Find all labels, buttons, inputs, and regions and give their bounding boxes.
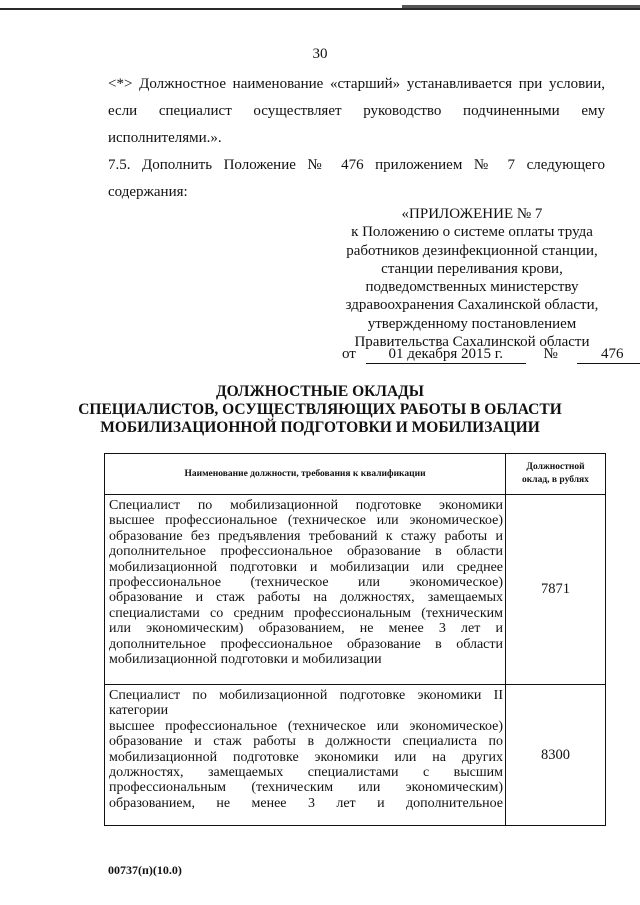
requirement-line: образование без предъявления требований к стажу работы и xyxy=(109,528,503,544)
signature-number-label: № xyxy=(543,346,558,362)
title-line-3: МОБИЛИЗАЦИОННОЙ ПОДГОТОВКИ И МОБИЛИЗАЦИИ xyxy=(100,419,540,436)
title-line-2: СПЕЦИАЛИСТОВ, ОСУЩЕСТВЛЯЮЩИХ РАБОТЫ В ОБЛАСТИ xyxy=(78,401,562,418)
requirement-line: Специалист по мобилизационной подготовке экономики xyxy=(109,498,503,513)
requirement-line: мобилизационной подготовки и мобилизации xyxy=(109,652,382,668)
row-1-requirements xyxy=(105,495,506,685)
table-row xyxy=(105,685,606,826)
amendment-line-2: содержания: xyxy=(108,184,188,200)
requirement-line: Специалист по мобилизационной подготовке экономики II xyxy=(109,688,503,703)
appendix-line-4: станции переливания крови, xyxy=(381,260,563,277)
appendix-line-5: подведомственных министерству xyxy=(365,279,579,296)
title-line-1: ДОЛЖНОСТНЫЕ ОКЛАДЫ xyxy=(215,383,425,400)
footnote-line-1: <*> Должностное наименование «старший» устанавливается при условии, xyxy=(108,76,605,92)
page-number: 30 xyxy=(312,46,328,62)
signature-row xyxy=(342,345,640,363)
footer-code: 00737(п)(10.0) xyxy=(108,863,182,877)
document-title xyxy=(0,383,640,437)
signature-date: 01 декабря 2015 г. xyxy=(366,345,526,364)
appendix-line-8: Правительства Сахалинской области xyxy=(354,334,590,351)
footnote-line-2: если специалист осуществляет руководство подчиненными ему xyxy=(108,103,605,119)
requirement-line: мобилизационной подготовки и мобилизации или среднее xyxy=(109,559,503,575)
requirement-line: образование и стаж работы в должности специалиста по xyxy=(109,734,503,750)
top-rule xyxy=(0,8,640,10)
requirement-line: должностях, замещаемых специалистами с высшим xyxy=(109,765,503,781)
table-row xyxy=(105,495,606,685)
requirement-line: категории xyxy=(109,703,169,719)
header-salary: Должностной оклад, в рублях xyxy=(506,454,606,495)
requirement-line: или экономическим) образованием, не менее 3 лет и xyxy=(109,621,503,637)
row-2-requirements xyxy=(105,685,506,826)
requirement-line: высшее профессиональное (техническое или экономическое) xyxy=(109,718,503,734)
footnote-line-3: исполнителями.». xyxy=(108,130,222,146)
requirement-line: профессиональное (техническое или экономическое) xyxy=(109,575,503,591)
appendix-line-2: к Положению о системе оплаты труда xyxy=(351,224,593,241)
requirement-line: мобилизационной подготовке экономики или на других xyxy=(109,749,503,765)
requirement-line: образование и стаж работы на должностях, замещаемых xyxy=(109,590,503,606)
appendix-line-6: здравоохранения Сахалинской области, xyxy=(345,297,599,314)
row-2-salary: 8300 xyxy=(506,685,606,826)
requirement-line: дополнительное профессиональное образование в области xyxy=(109,544,503,560)
signature-from-label: от xyxy=(342,346,356,362)
amendment-line-1: 7.5. Дополнить Положение № 476 приложением № 7 следующего xyxy=(108,157,605,173)
requirement-line: высшее профессиональное (техническое или экономическое) xyxy=(109,513,503,529)
requirement-line: дополнительное профессиональное образование в области xyxy=(109,636,503,652)
requirement-line: профессиональным (техническим или экономическим) xyxy=(109,780,503,796)
requirement-line: специалистами со средним профессиональным (техническим xyxy=(109,605,503,621)
appendix-line-7: утвержденному постановлением xyxy=(367,315,577,332)
top-rule-accent xyxy=(402,5,640,8)
table-header-row xyxy=(105,454,606,495)
row-1-salary: 7871 xyxy=(506,495,606,685)
requirement-line: образованием, не менее 3 лет и дополнительное xyxy=(109,795,503,811)
signature-number: 476 xyxy=(577,345,640,364)
header-position-requirements: Наименование должности, требования к квалификации xyxy=(105,454,506,495)
appendix-line-3: работников дезинфекционной станции, xyxy=(346,242,598,259)
appendix-block xyxy=(322,205,622,351)
salary-table xyxy=(104,453,606,826)
appendix-heading: «ПРИЛОЖЕНИЕ № 7 xyxy=(401,206,543,222)
